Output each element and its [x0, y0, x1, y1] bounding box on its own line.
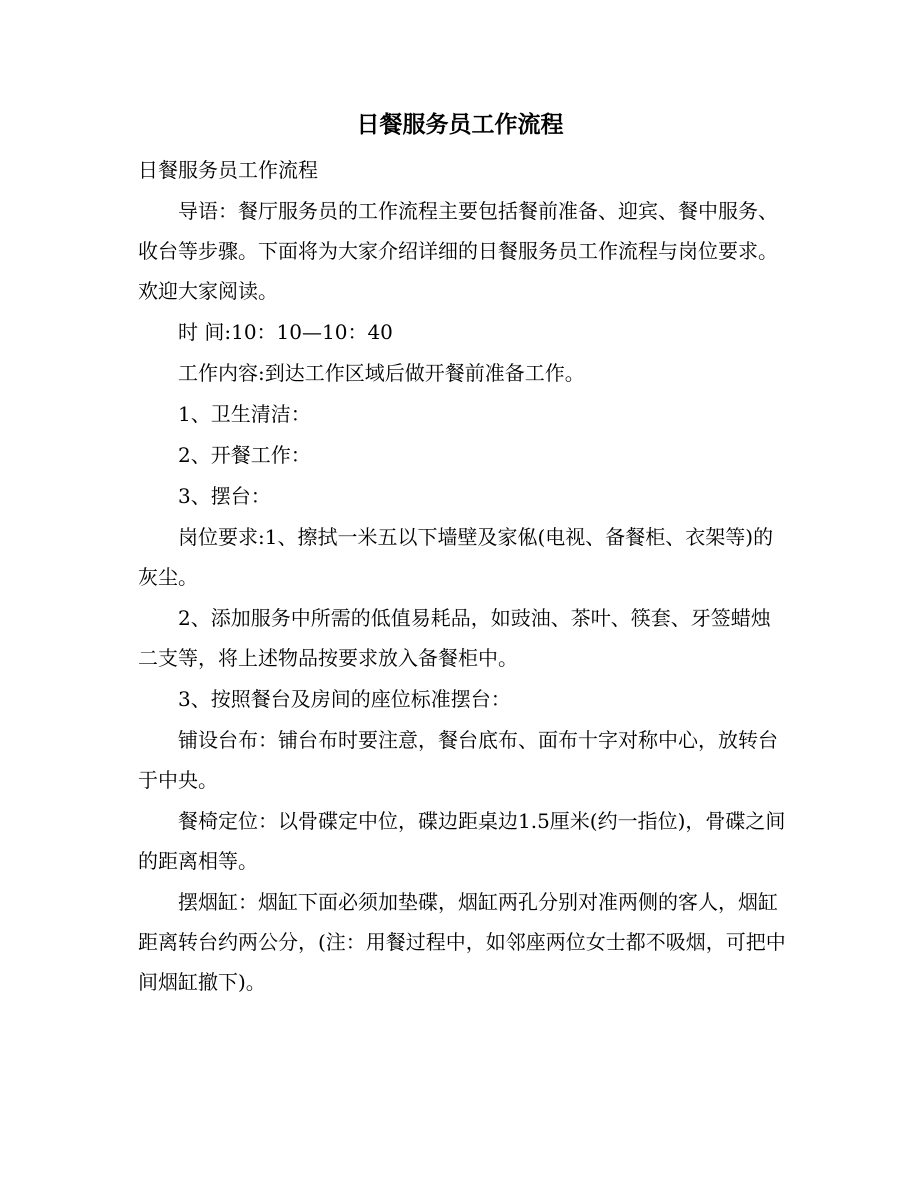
tablecloth-paragraph: 铺设台布：铺台布时要注意，餐台底布、面布十字对称中心，放转台于中央。 [138, 728, 778, 792]
document-subtitle: 日餐服务员工作流程 [138, 158, 318, 182]
requirement-3: 3、按照餐台及房间的座位标准摆台： [178, 687, 511, 711]
document-title: 日餐服务员工作流程 [356, 111, 564, 138]
work-content-paragraph: 工作内容:到达工作区域后做开餐前准备工作。 [178, 361, 585, 385]
step-cleaning: 1、卫生清洁： [178, 402, 311, 426]
requirement-2: 2、添加服务中所需的低值易耗品，如豉油、茶叶、筷套、牙签蜡烛二支等，将上述物品按要求放入备餐柜中。 [138, 606, 771, 670]
time-paragraph: 时 间:10：10—10：40 [178, 320, 393, 344]
requirement-1: 岗位要求:1、擦拭一米五以下墙壁及家俬(电视、备餐柜、衣架等)的灰尘。 [138, 525, 774, 589]
chair-position-paragraph: 餐椅定位：以骨碟定中位，碟边距桌边1.5厘米(约一指位)，骨碟之间的距离相等。 [138, 809, 786, 873]
intro-paragraph: 导语：餐厅服务员的工作流程主要包括餐前准备、迎宾、餐中服务、收台等步骤。下面将为大家介绍详细的日餐服务员工作流程与岗位要求。欢迎大家阅读。 [138, 199, 778, 303]
step-opening: 2、开餐工作： [178, 443, 311, 467]
step-table-setting: 3、摆台： [178, 484, 271, 508]
document-body [138, 150, 788, 1003]
ashtray-paragraph: 摆烟缸：烟缸下面必须加垫碟，烟缸两孔分别对准两侧的客人，烟缸距离转台约两公分，(注：用餐过程中，如邻座两位女士都不吸烟，可把中间烟缸撤下)。 [138, 890, 786, 994]
